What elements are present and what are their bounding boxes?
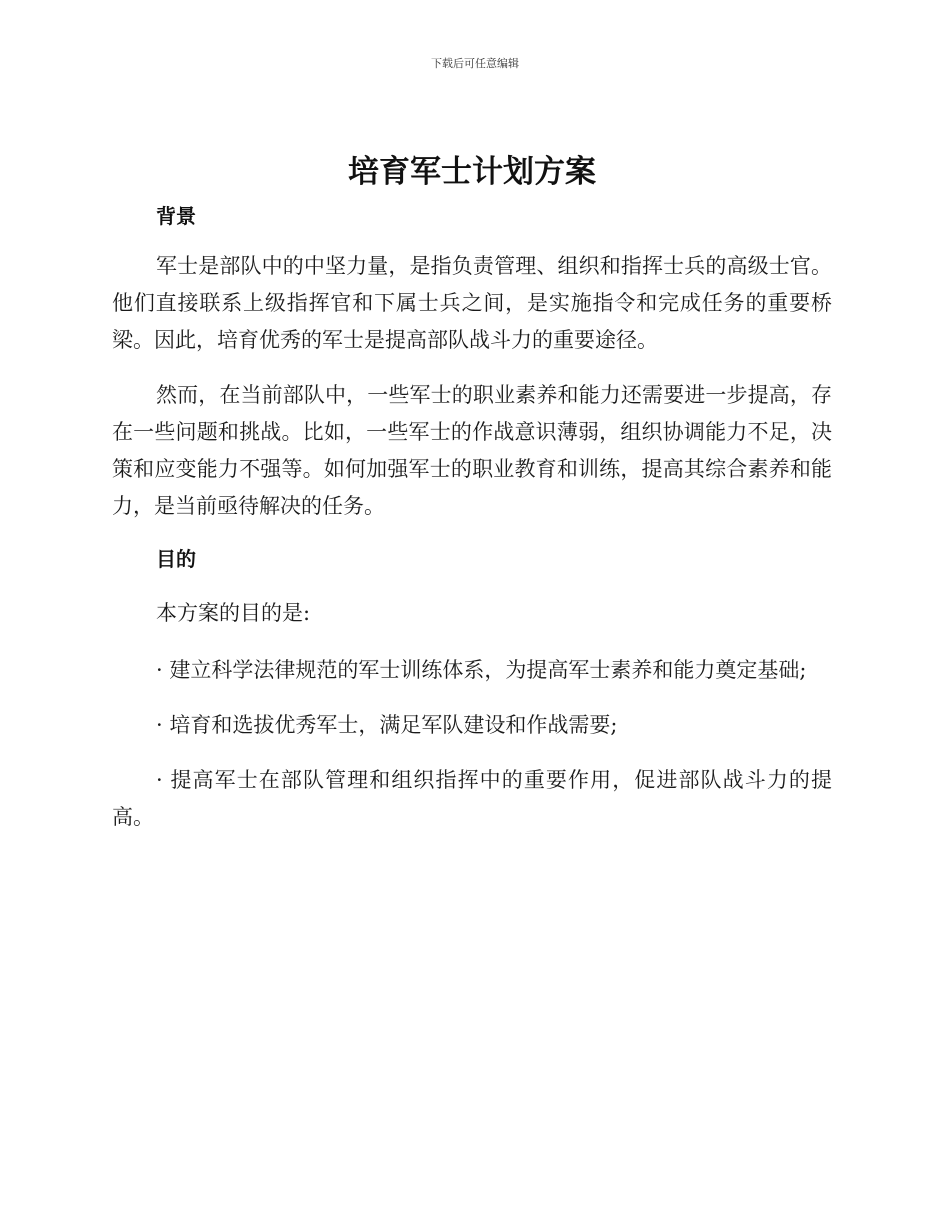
document-body (112, 150, 832, 836)
header-note: 下载后可任意编辑 (431, 57, 519, 70)
purpose-intro: 本方案的目的是: (156, 601, 311, 625)
purpose-item-2: · 培育和选拔优秀军士，满足军队建设和作战需要; (156, 713, 618, 737)
section-heading-background: 背景 (156, 204, 196, 228)
background-paragraph-1: 军士是部队中的中坚力量，是指负责管理、组织和指挥士兵的高级士官。他们直接联系上级指挥官和下属士兵之间，是实施指令和完成任务的重要桥梁。因此，培育优秀的军士是提高部队战斗力的重要途径。 (112, 254, 832, 352)
section-heading-purpose: 目的 (156, 547, 196, 571)
purpose-item-1: · 建立科学法律规范的军士训练体系，为提高军士素养和能力奠定基础; (156, 658, 807, 682)
page-title: 培育军士计划方案 (348, 154, 596, 190)
background-paragraph-2: 然而，在当前部队中，一些军士的职业素养和能力还需要进一步提高，存在一些问题和挑战。比如，一些军士的作战意识薄弱，组织协调能力不足，决策和应变能力不强等。如何加强军士的职业教育和训练，提高其综合素养和能力，是当前亟待解决的任务。 (112, 383, 832, 518)
purpose-item-3: · 提高军士在部队管理和组织指挥中的重要作用，促进部队战斗力的提高。 (112, 768, 832, 829)
